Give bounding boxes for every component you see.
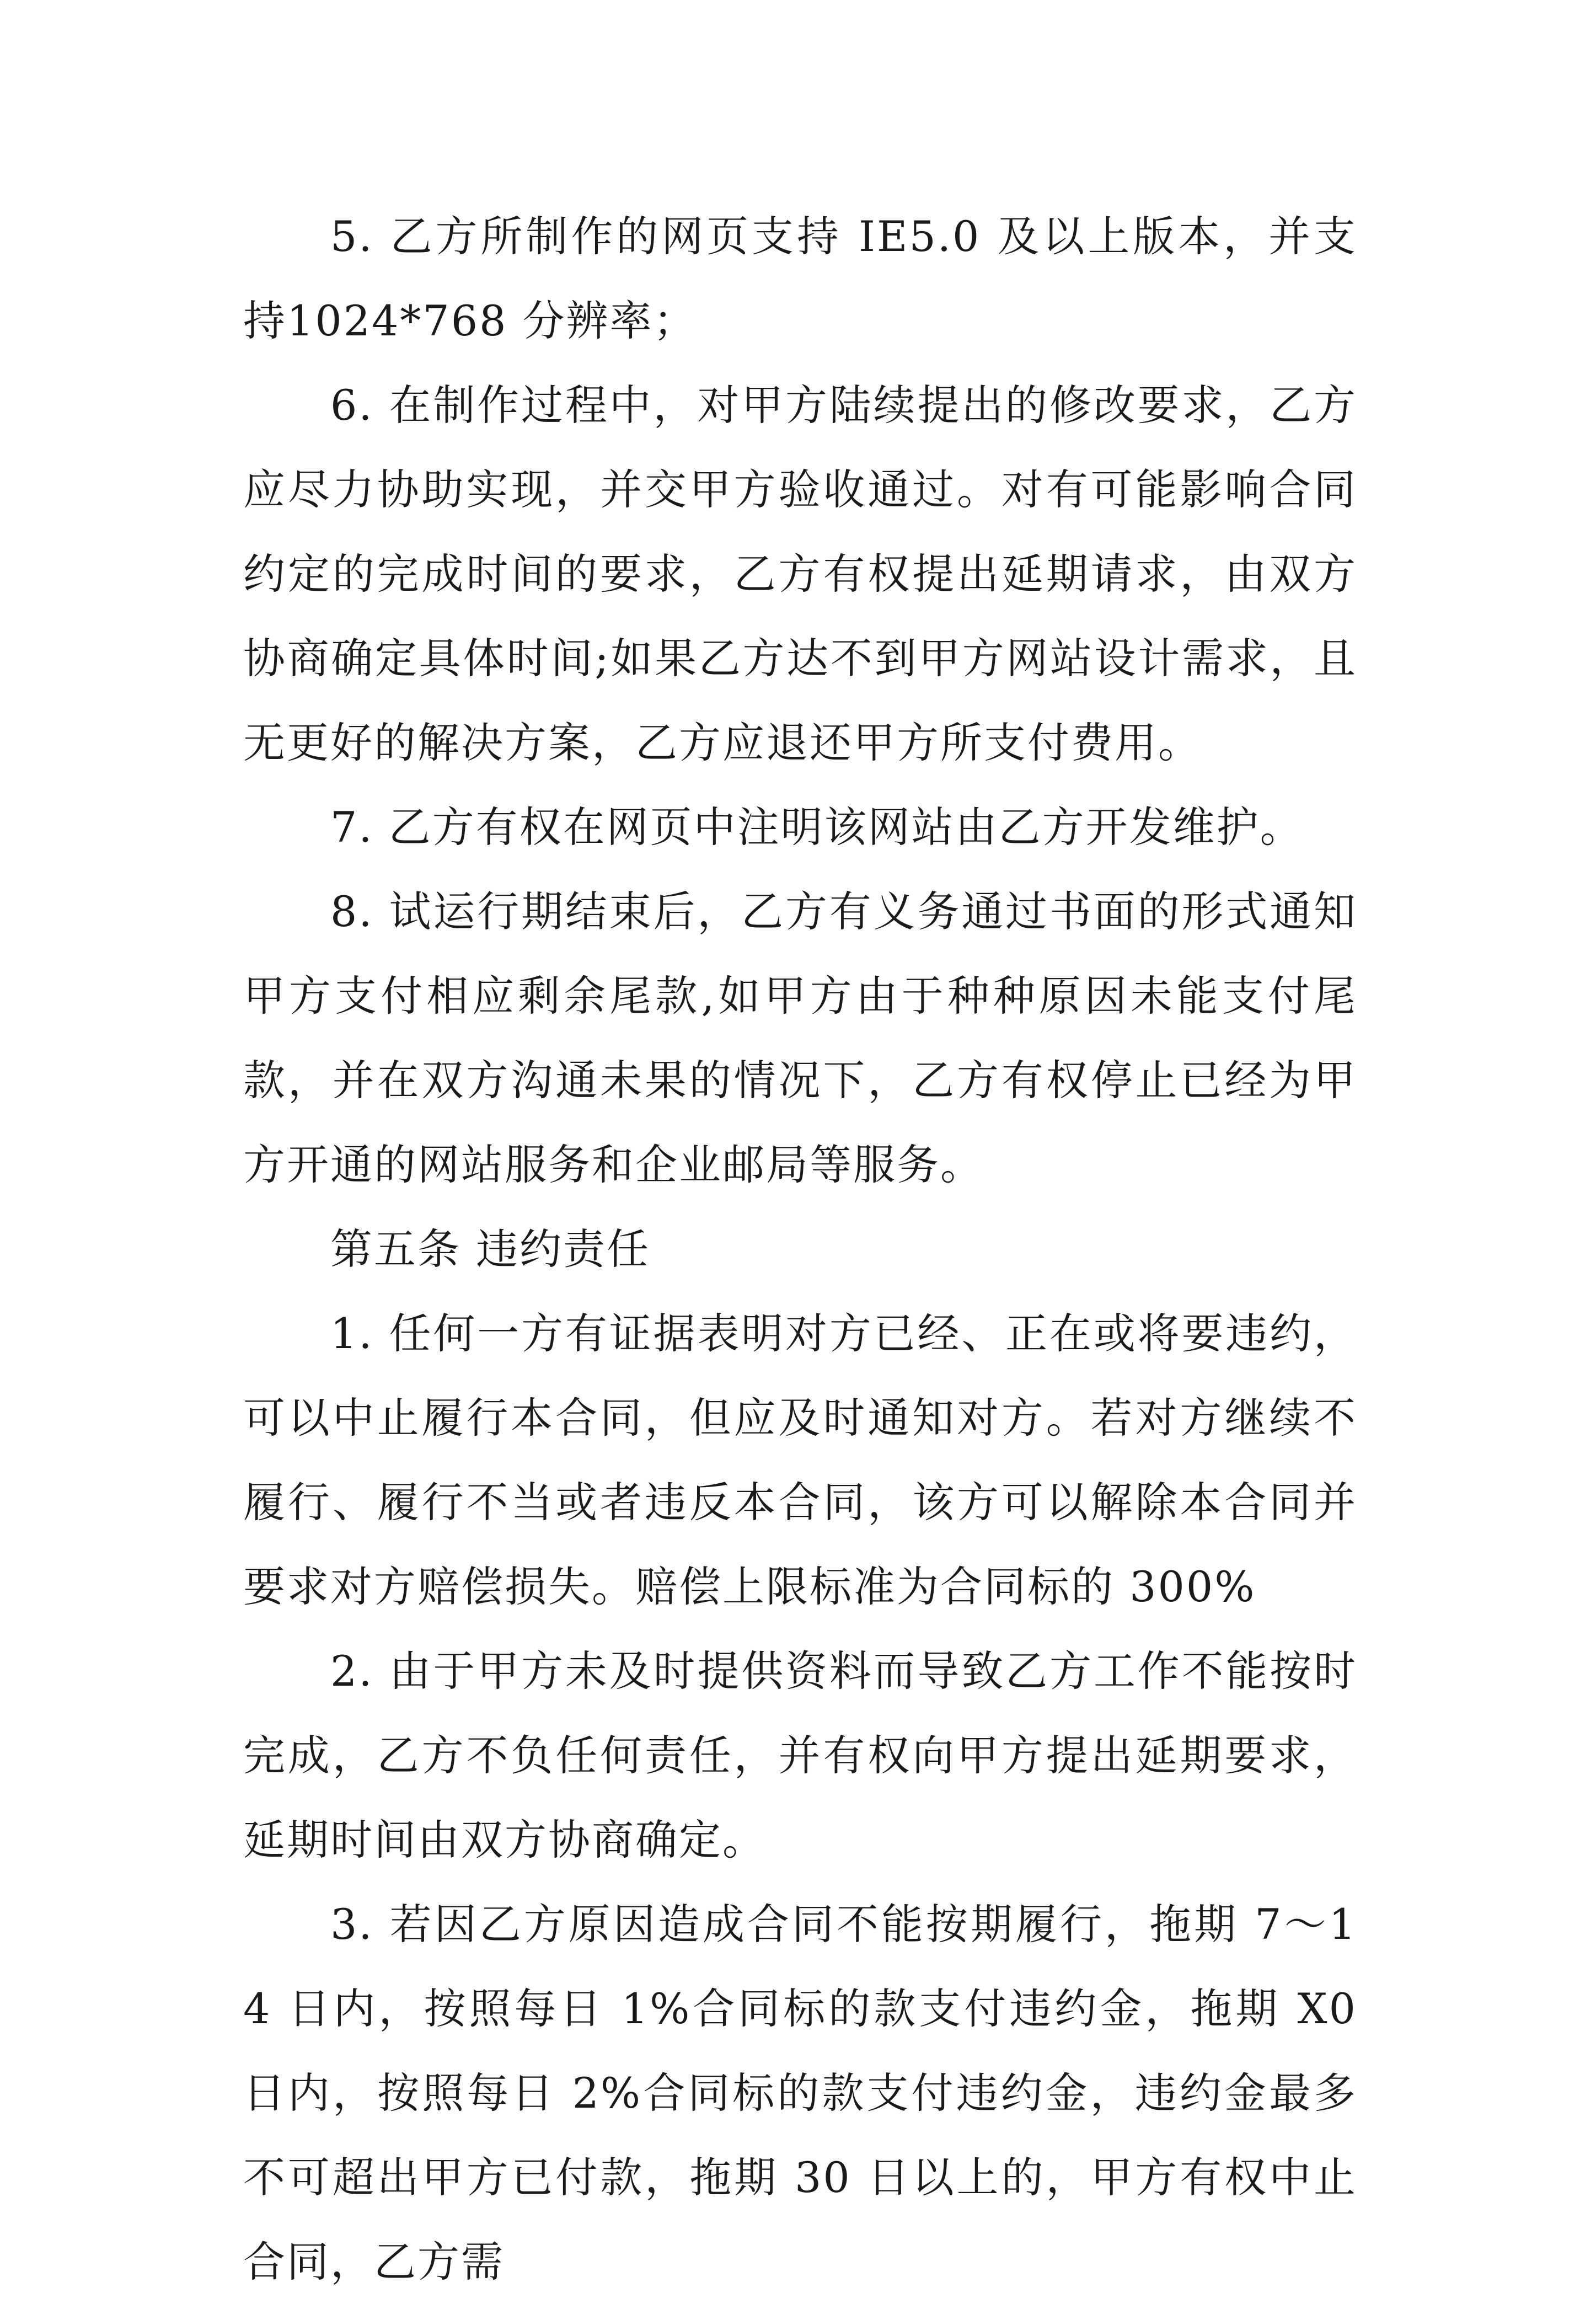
paragraph-breach-3: 3. 若因乙方原因造成合同不能按期履行，拖期 7～14 日内，按照每日 1%合同标的款支付违约金，拖期 X0 日内，按照每日 2%合同标的款支付违约金，违约金最多不可超出甲方已付款，拖期 30 日以上的，甲方有权中止合同，乙方需 xyxy=(243,1900,1357,2286)
paragraph-item-8: 8. 试运行期结束后，乙方有义务通过书面的形式通知甲方支付相应剩余尾款,如甲方由于种种原因未能支付尾款，并在双方沟通未果的情况下，乙方有权停止已经为甲方开通的网站服务和企业邮局等服务。 xyxy=(243,887,1357,1189)
paragraph-item-6: 6. 在制作过程中，对甲方陆续提出的修改要求，乙方应尽力协助实现，并交甲方验收通过。对有可能影响合同约定的完成时间的要求，乙方有权提出延期请求，由双方协商确定具体时间;如果乙方达不到甲方网站设计需求，且无更好的解决方案，乙方应退还甲方所支付费用。 xyxy=(243,381,1357,767)
section-heading: 第五条 违约责任 xyxy=(330,1225,651,1274)
paragraph-breach-2: 2. 由于甲方未及时提供资料而导致乙方工作不能按时完成，乙方不负任何责任，并有权向甲方提出延期要求，延期时间由双方协商确定。 xyxy=(243,1647,1357,1864)
paragraph-item-7: 7. 乙方有权在网页中注明该网站由乙方开发维护。 xyxy=(330,803,1304,852)
paragraph-item-5: 5. 乙方所制作的网页支持 IE5.0 及以上版本，并支持1024*768 分辨率； xyxy=(243,212,1357,345)
document-body xyxy=(243,194,1357,2304)
paragraph-breach-1: 1. 任何一方有证据表明对方已经、正在或将要违约，可以中止履行本合同，但应及时通知对方。若对方继续不履行、履行不当或者违反本合同，该方可以解除本合同并要求对方赔偿损失。赔偿上限标准为合同标的 300% xyxy=(243,1309,1357,1611)
